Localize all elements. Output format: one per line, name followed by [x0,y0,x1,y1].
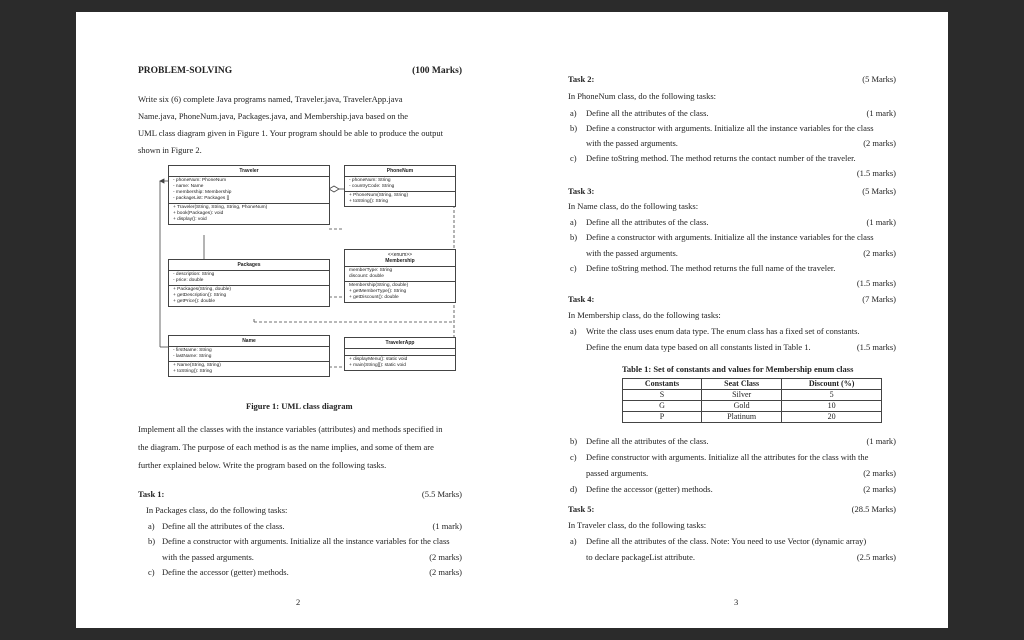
aggregation-diamond [329,186,339,192]
uml-class-membership [344,249,456,303]
uml-attribute: - name: Name [173,184,204,189]
table-cell: 10 [782,401,882,412]
item-label: c) [570,452,577,462]
item-text: Define a constructor with arguments. Initialize all the instance variables for the class [586,123,874,133]
task4-intro: In Membership class, do the following tasks: [568,310,721,320]
uml-class-title: Name [169,336,329,347]
uml-attribute: - firstName: String [173,348,212,353]
table-header-cell: Constants [623,379,702,390]
table-cell: 5 [782,390,882,401]
item-text: Define the enum data type based on all constants listed in Table 1. [586,342,811,352]
uml-method: + getDiscount(): double [349,295,399,300]
document-spread [76,12,948,628]
uml-method: + getDescription(): String [173,293,227,298]
intro-line: Name.java, PhoneNum.java, Packages.java, and Membership.java based on the [138,111,409,121]
item-marks: (1 mark) [866,217,896,227]
task2-title: Task 2: [568,74,595,84]
uml-class-name: Membership [385,258,415,264]
item-marks: (2 marks) [863,468,896,478]
uml-methods [169,203,329,224]
intro-line: UML class diagram given in Figure 1. Your program should be able to produce the output [138,128,443,138]
item-label: b) [570,436,578,446]
table-cell: 20 [782,412,882,423]
uml-stereotype: <<enum>> [387,252,413,258]
uml-attribute: - membership: Membership [173,190,232,195]
item-label: b) [148,536,156,546]
item-text: Define constructor with arguments. Initialize all the attributes for the class with the [586,452,869,462]
uml-method: + main(String[]): static void [349,363,406,368]
item-marks: (2 marks) [863,484,896,494]
item-marks: (2 marks) [429,552,462,562]
task1-marks: (5.5 Marks) [421,489,462,499]
uml-class-name [168,335,330,377]
table-header-cell: Seat Class [702,379,782,390]
section-heading: PROBLEM-SOLVING [138,66,233,76]
item-label: c) [570,153,577,163]
uml-attributes [169,177,329,203]
uml-method: + book(Packages): void [173,211,224,216]
item-text: to declare packageList attribute. [586,552,696,562]
item-label: c) [148,567,155,577]
table-header-row [623,379,882,390]
item-label: a) [570,326,577,336]
item-text: with the passed arguments. [586,138,678,148]
figure-caption: Figure 1: UML class diagram [246,401,353,411]
page-number: 3 [734,597,739,607]
table-cell: P [623,412,702,423]
item-label: c) [570,263,577,273]
item-marks: (1.5 marks) [856,342,896,352]
table-cell: Silver [702,390,782,401]
uml-class-travelerapp [344,337,456,371]
uml-methods [169,361,329,376]
table-caption: Table 1: Set of constants and values for Membership enum class [622,364,854,374]
item-marks: (1.5 marks) [856,278,896,288]
item-label: a) [570,536,577,546]
uml-method: Membership(String, double) [349,283,409,288]
task1-intro: In Packages class, do the following tasks: [146,505,288,515]
item-text: Define a constructor with arguments. Initialize all the instance variables for the class [586,232,874,242]
page-3 [512,12,948,628]
uml-attribute: - phoneNum: PhoneNum [173,178,227,183]
uml-attribute: - packageList: Packages [] [173,196,230,201]
table-row [623,401,882,412]
uml-method: + Traveler(String, String, String, PhoneNum) [173,205,268,210]
item-label: a) [570,217,577,227]
uml-diagram [154,157,474,397]
impl-line: further explained below. Write the program based on the following tasks. [138,460,387,470]
uml-class-title: PhoneNum [345,166,455,177]
uml-attributes [345,177,455,191]
item-marks: (2 marks) [429,567,462,577]
uml-method: + PhoneNum(String, String) [349,193,409,198]
uml-attribute: memberType: String [349,268,393,273]
uml-attribute: - price: double [173,278,204,283]
item-label: a) [148,521,155,531]
table-cell: Gold [702,401,782,412]
page-number: 2 [296,597,301,607]
task5-intro: In Traveler class, do the following tasks: [568,520,707,530]
arrowhead [160,179,164,183]
table-cell: Platinum [702,412,782,423]
task1-title: Task 1: [138,489,165,499]
constants-table [622,378,882,423]
item-label: b) [570,232,578,242]
uml-class-title: Packages [169,260,329,271]
uml-method: + getPrice(): double [173,299,215,304]
uml-methods [345,281,455,302]
table-cell: G [623,401,702,412]
item-label: d) [570,484,578,494]
task2-marks: (5 Marks) [862,74,896,84]
uml-method: + getMemberType(): String [349,289,407,294]
item-marks: (1 mark) [866,436,896,446]
uml-class-traveler [168,165,330,225]
item-text: passed arguments. [586,468,649,478]
task2-intro: In PhoneNum class, do the following tasks: [568,91,717,101]
task3-intro: In Name class, do the following tasks: [568,201,699,211]
item-text: Define toString method. The method returns the contact number of the traveler. [586,153,856,163]
item-text: Write the class uses enum data type. The enum class has a fixed set of constants. [586,326,860,336]
item-label: a) [570,108,577,118]
item-text: Define all the attributes of the class. [586,217,709,227]
uml-attribute: - phoneNum: String [349,178,391,183]
table-cell: S [623,390,702,401]
item-text: Define the accessor (getter) methods. [586,484,713,494]
task4-marks: (7 Marks) [862,294,896,304]
table-header-cell: Discount (%) [782,379,882,390]
uml-attribute: - description: String [173,272,215,277]
uml-class-title [345,250,455,267]
uml-attribute: - lastName: String [173,354,212,359]
item-marks: (1 mark) [432,521,462,531]
table-row [623,390,882,401]
impl-line: the diagram. The purpose of each method is as the name implies, and some of them are [138,442,434,452]
intro-line: shown in Figure 2. [138,145,202,155]
task3-marks: (5 Marks) [862,186,896,196]
task3-title: Task 3: [568,186,595,196]
uml-methods [345,191,455,206]
uml-method: + displayMenu(): static void [349,357,408,362]
item-text: Define all the attributes of the class. [162,521,285,531]
item-marks: (2.5 marks) [856,552,896,562]
item-text: Define the accessor (getter) methods. [162,567,289,577]
uml-method: + Packages(String, double) [173,287,231,292]
item-text: Define all the attributes of the class. Note: You need to use Vector (dynamic array) [586,536,867,546]
uml-class-phonenum [344,165,456,207]
intro-line: Write six (6) complete Java programs named, Traveler.java, TravelerApp.java [138,94,403,104]
uml-class-title: TravelerApp [345,338,455,349]
uml-methods [169,285,329,306]
item-text: with the passed arguments. [162,552,254,562]
uml-method: + toString(): String [349,199,389,204]
uml-attributes [169,347,329,361]
task4-title: Task 4: [568,294,595,304]
uml-class-title: Traveler [169,166,329,177]
uml-class-packages [168,259,330,307]
impl-line: Implement all the classes with the instance variables (attributes) and methods specified in [138,424,443,434]
section-marks: (100 Marks) [412,66,462,76]
uml-attributes [169,271,329,285]
item-text: Define all the attributes of the class. [586,108,709,118]
uml-methods [345,355,455,370]
uml-attribute: - countryCode: String [349,184,395,189]
item-text: Define toString method. The method returns the full name of the traveler. [586,263,836,273]
item-text: Define a constructor with arguments. Initialize all the instance variables for the class [162,536,450,546]
item-marks: (2 marks) [863,138,896,148]
task5-title: Task 5: [568,504,595,514]
table-row [623,412,882,423]
uml-method: + toString(): String [173,369,213,374]
task5-marks: (28.5 Marks) [851,504,896,514]
item-marks: (1.5 marks) [856,168,896,178]
item-marks: (1 mark) [866,108,896,118]
item-text: with the passed arguments. [586,248,678,258]
page-2 [76,12,512,628]
item-label: b) [570,123,578,133]
item-marks: (2 marks) [863,248,896,258]
uml-attributes [345,267,455,281]
uml-method: + display(): void [173,217,207,222]
uml-method: + Name(String, String) [173,363,221,368]
item-text: Define all the attributes of the class. [586,436,709,446]
uml-attribute: discount: double [349,274,384,279]
